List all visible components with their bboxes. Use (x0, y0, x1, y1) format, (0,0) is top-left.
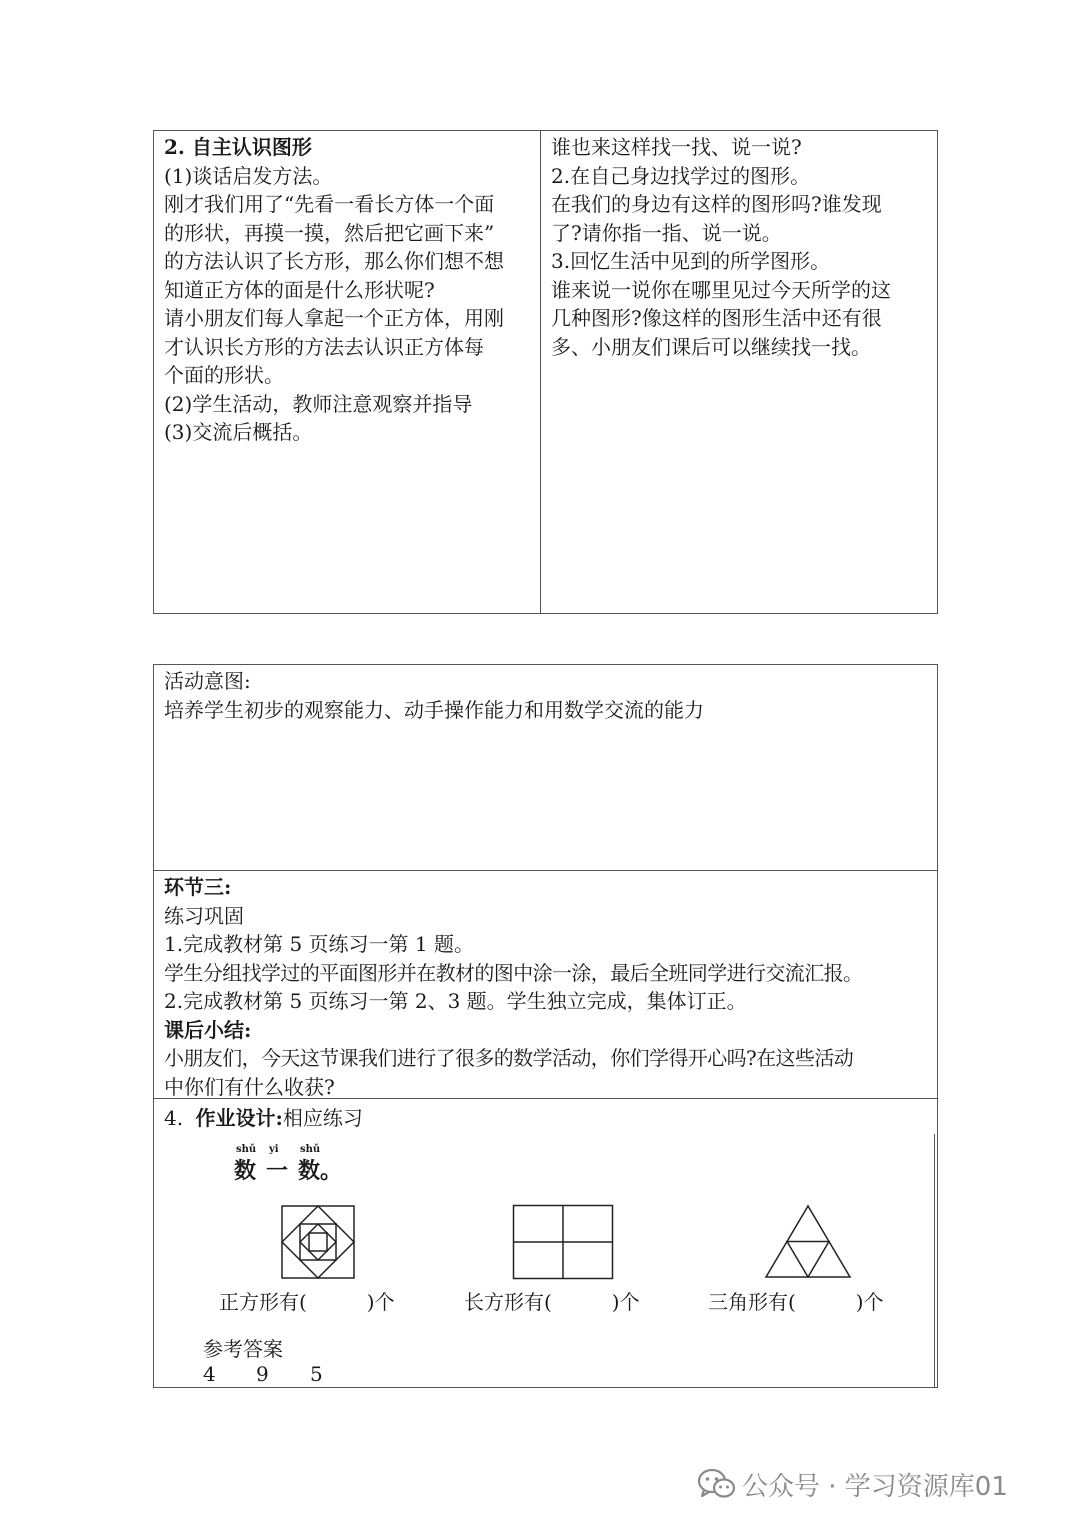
diamond (282, 1206, 354, 1278)
intent-heading: 活动意图: (164, 669, 251, 693)
table-1-divider (540, 130, 541, 614)
row-divider (153, 870, 938, 871)
homework-value: 相应练习 (282, 1106, 363, 1130)
text-line: 的方法认识了长方形，那么你们想不想 (164, 249, 504, 273)
section-3-cell (164, 873, 934, 1101)
pinyin: yi (269, 1144, 279, 1155)
pinyin-heading (234, 1144, 354, 1184)
intent-cell (164, 667, 929, 724)
divided-triangle-figure (764, 1204, 852, 1280)
text-line: (2)学生活动，教师注意观察并指导 (164, 391, 473, 416)
answer-value: 5 (310, 1362, 323, 1386)
text-line: 多、小朋友们课后可以继续找一找。 (551, 334, 871, 359)
text-line: 3.回忆生活中见到的所学图形。 (551, 249, 831, 273)
outer-square (282, 1206, 354, 1278)
text-line: 请小朋友们每人拿起一个正方体，用刚 (164, 306, 504, 330)
triangle-count-question: 三角形有( )个 (708, 1290, 884, 1314)
intent-text: 培养学生初步的观察能力、动手操作能力和用数学交流的能力 (164, 697, 704, 722)
homework-label: 作业设计: (195, 1106, 283, 1130)
text-line: 几种图形?像这样的图形生活中还有很 (551, 306, 882, 330)
watermark (698, 1464, 1058, 1504)
text-line: 练习巩固 (164, 903, 244, 928)
answer-value: 4 (203, 1362, 216, 1386)
text-line: (3)交流后概括。 (164, 420, 313, 444)
text-line: 刚才我们用了“先看一看长方体一个面 (164, 192, 495, 216)
section-3-heading: 环节三: (164, 875, 232, 899)
homework-heading (164, 1104, 363, 1133)
heading-char: 数 (234, 1158, 257, 1184)
text-line: 谁来说一说你在哪里见过今天所学的这 (551, 277, 891, 302)
section-title: 2. 自主认识图形 (164, 135, 312, 159)
square-count-question: 正方形有( )个 (219, 1290, 395, 1314)
text-line: 1.完成教材第 5 页练习一第 1 题。 (164, 932, 474, 956)
answer-value: 9 (256, 1362, 269, 1386)
pinyin: shǔ (300, 1144, 321, 1155)
pinyin: shǔ (236, 1144, 257, 1155)
text-line: 2.在自己身边找学过的图形。 (551, 163, 811, 188)
text-line: 2.完成教材第 5 页练习一第 2、3 题。学生独立完成，集体订正。 (164, 989, 747, 1013)
homework-prefix: 4. (164, 1106, 184, 1130)
inner-diamond (300, 1224, 336, 1260)
inner-square (309, 1233, 327, 1251)
divided-rectangle-figure (512, 1204, 614, 1280)
table-1-left-cell (164, 133, 536, 447)
text-line: 中你们有什么收获? (164, 1074, 335, 1099)
nested-squares-figure (280, 1204, 356, 1280)
heading-char: 一 (266, 1158, 289, 1184)
rectangle-count-question: 长方形有( )个 (464, 1290, 640, 1314)
wechat-icon (698, 1468, 736, 1500)
text-line: 在我们的身边有这样的图形吗?谁发现 (551, 192, 882, 216)
text-line: 小朋友们，今天这节课我们进行了很多的数学活动，你们学得开心吗?在这些活动 (164, 1046, 854, 1070)
cell-inner-border (934, 1134, 935, 1388)
text-line: 谁也来这样找一找、说一说? (551, 135, 802, 159)
text-line: 的形状，再摸一摸，然后把它画下来” (164, 220, 495, 245)
summary-heading: 课后小结: (164, 1017, 252, 1042)
answer-heading: 参考答案 (203, 1337, 283, 1361)
table-1-right-cell (551, 133, 931, 361)
text-line: 知道正方体的面是什么形状呢? (164, 277, 435, 302)
middle-square (300, 1224, 336, 1260)
text-line: 学生分组找学过的平面图形并在教材的图中涂一涂，最后全班同学进行交流汇报。 (164, 960, 863, 985)
text-line: 才认识长方形的方法去认识正方体每 (164, 334, 484, 359)
text-line: (1)谈话启发方法。 (164, 163, 333, 188)
inner-triangle (787, 1242, 829, 1278)
heading-char: 数。 (298, 1158, 343, 1184)
text-line: 个面的形状。 (164, 363, 284, 387)
watermark-text: 公众号 · 学习资源库01 (742, 1472, 1008, 1502)
text-line: 了?请你指一指、说一说。 (551, 220, 782, 245)
